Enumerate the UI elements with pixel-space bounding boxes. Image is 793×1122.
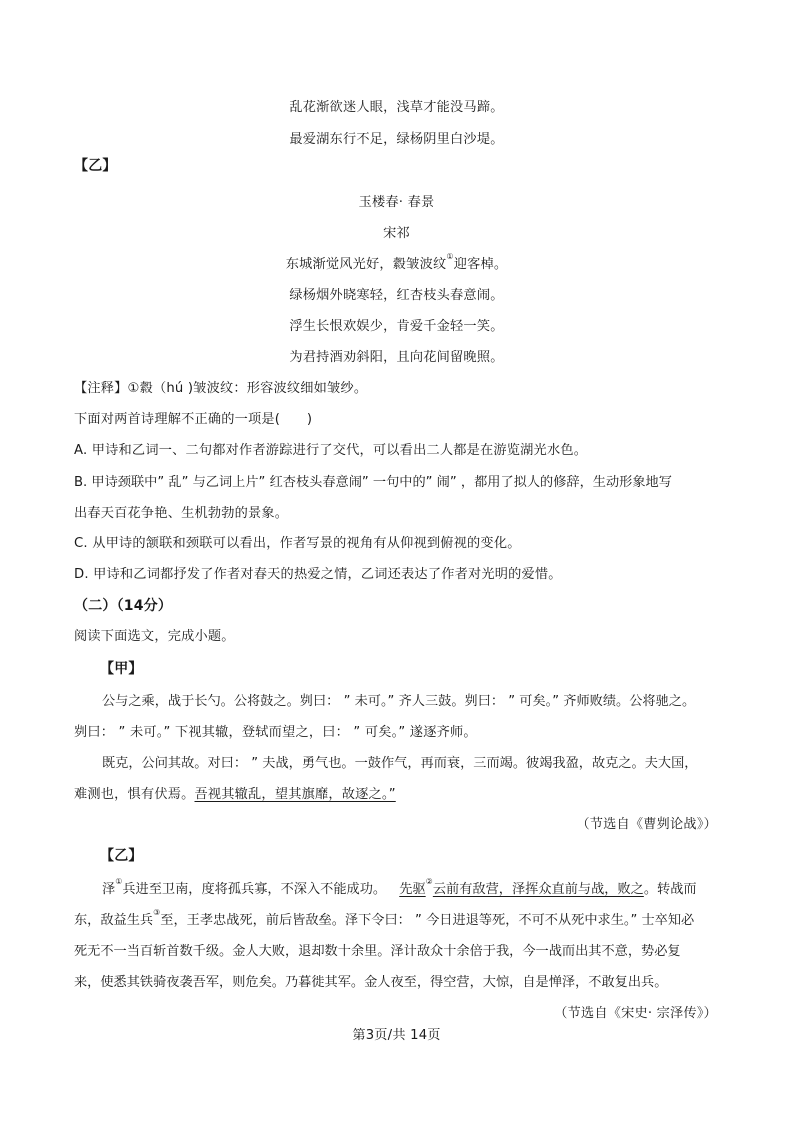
poem-yi-line-1-a: 东城渐觉风光好，縠皱波纹 — [285, 257, 447, 272]
jia-text: 难测也，惧有伏焉。 — [74, 787, 195, 802]
option-b-line-2: 出春天百花争艳、生机勃勃的景象。 — [74, 506, 289, 521]
option-a: A. 甲诗和乙词一、二句都对作者游踪进行了交代，可以看出二人都是在游览湖光水色。 — [74, 443, 588, 458]
section-2-heading: （二）（14分） — [74, 598, 173, 614]
label-yi-prose: 【乙】 — [100, 848, 143, 864]
yi-text: 泽 — [102, 882, 116, 897]
footnote-marker-2: ② — [425, 876, 433, 886]
yi-line-4: 来，使悉其铁骑夜袭吾军，则危矣。乃暮徙其军。金人夜至，得空营，大惊，自是惮泽，不敢复出兵。 — [74, 975, 668, 990]
label-yi: 【乙】 — [74, 158, 117, 174]
question-stem: 下面对两首诗理解不正确的一项是( ) — [74, 412, 313, 427]
jia-paragraph-2-line-2 — [74, 786, 396, 804]
footnote-marker-1: ① — [115, 876, 123, 886]
poem-yi-title: 玉楼春· 春景 — [358, 195, 435, 210]
poem-yi-line-3: 浮生长恨欢娱少，肯爱千金轻一笑。 — [289, 319, 504, 334]
page-footer: 第3页/共 14页 — [352, 1028, 441, 1043]
option-c: C. 从甲诗的颔联和颈联可以看出，作者写景的视角有从仰视到俯视的变化。 — [74, 536, 521, 551]
source-jia: （节选自《曹刿论战》） — [576, 817, 717, 832]
annotation-note: 【注释】①縠（hú )皱波纹：形容波纹细如皱纱。 — [74, 381, 368, 396]
yi-text: 东，敌益生兵 — [74, 913, 154, 928]
jia-paragraph-2-line-1: 既克，公问其故。对曰： ” 夫战，勇气也。一鼓作气，再而衰，三而竭。彼竭我盈，故克之。夫大国， — [102, 756, 698, 771]
underlined-sentence-yi: 云前有敌营，泽挥众直前与战，败之 — [432, 882, 644, 897]
poem-yi-line-2: 绿杨烟外晓寒轻，红杏枝头春意闹。 — [289, 288, 504, 303]
yi-text: 兵进至卫南，度将孤兵寡，不深入不能成功。 — [122, 882, 387, 897]
yi-line-3: 死无不一当百斩首数千级。金人大败，退却数十余里。泽计敌众十余倍于我，今一战而出其不意，势必复 — [74, 944, 681, 959]
yi-text: 。转战而 — [643, 882, 697, 897]
footnote-marker-1: ① — [446, 251, 454, 261]
underlined-sentence-jia: 吾视其辙乱，望其旗靡，故逐之。” — [194, 787, 396, 802]
underlined-sentence-yi: 先驱 — [399, 882, 426, 897]
jia-paragraph-1-line-1: 公与之乘，战于长勺。公将鼓之。刿曰： ” 未可。” 齐人三鼓。刿曰： ” 可矣。” 齐师败绩。公将驰之。 — [102, 694, 696, 709]
poem-jia-line-4: 最爱湖东行不足，绿杨阴里白沙堤。 — [289, 132, 504, 147]
option-d: D. 甲诗和乙词都抒发了作者对春天的热爱之情，乙词还表达了作者对光明的爱惜。 — [74, 567, 562, 582]
yi-text: 至，王孝忠战死，前后皆敌垒。泽下令曰： ” 今日进退等死，不可不从死中求生。” 士卒知必 — [160, 913, 695, 928]
option-b-line-1: B. 甲诗颈联中” 乱” 与乙词上片” 红杏枝头春意闹” 一句中的” 闹” ，都用了拟人的修辞，生动形象地写 — [74, 475, 672, 490]
poem-jia-line-3: 乱花渐欲迷人眼，浅草才能没马蹄。 — [289, 100, 504, 115]
poem-yi-line-4: 为君持酒劝斜阳，且向花间留晚照。 — [289, 350, 504, 365]
poem-yi-line-1 — [0, 251, 793, 274]
yi-line-2 — [74, 907, 695, 930]
poem-yi-author: 宋祁 — [383, 226, 410, 241]
label-jia: 【甲】 — [100, 661, 143, 677]
source-yi: （节选自《宋史· 宗泽传》） — [554, 1006, 717, 1021]
poem-yi-line-1-b: 迎客棹。 — [453, 257, 508, 272]
footnote-marker-3: ③ — [153, 907, 161, 917]
yi-line-1 — [102, 876, 697, 899]
section-2-instruction: 阅读下面选文，完成小题。 — [74, 629, 235, 644]
jia-paragraph-1-line-2: 刿曰： ” 未可。” 下视其辙，登轼而望之，曰： ” 可矣。” 遂逐齐师。 — [74, 725, 477, 740]
